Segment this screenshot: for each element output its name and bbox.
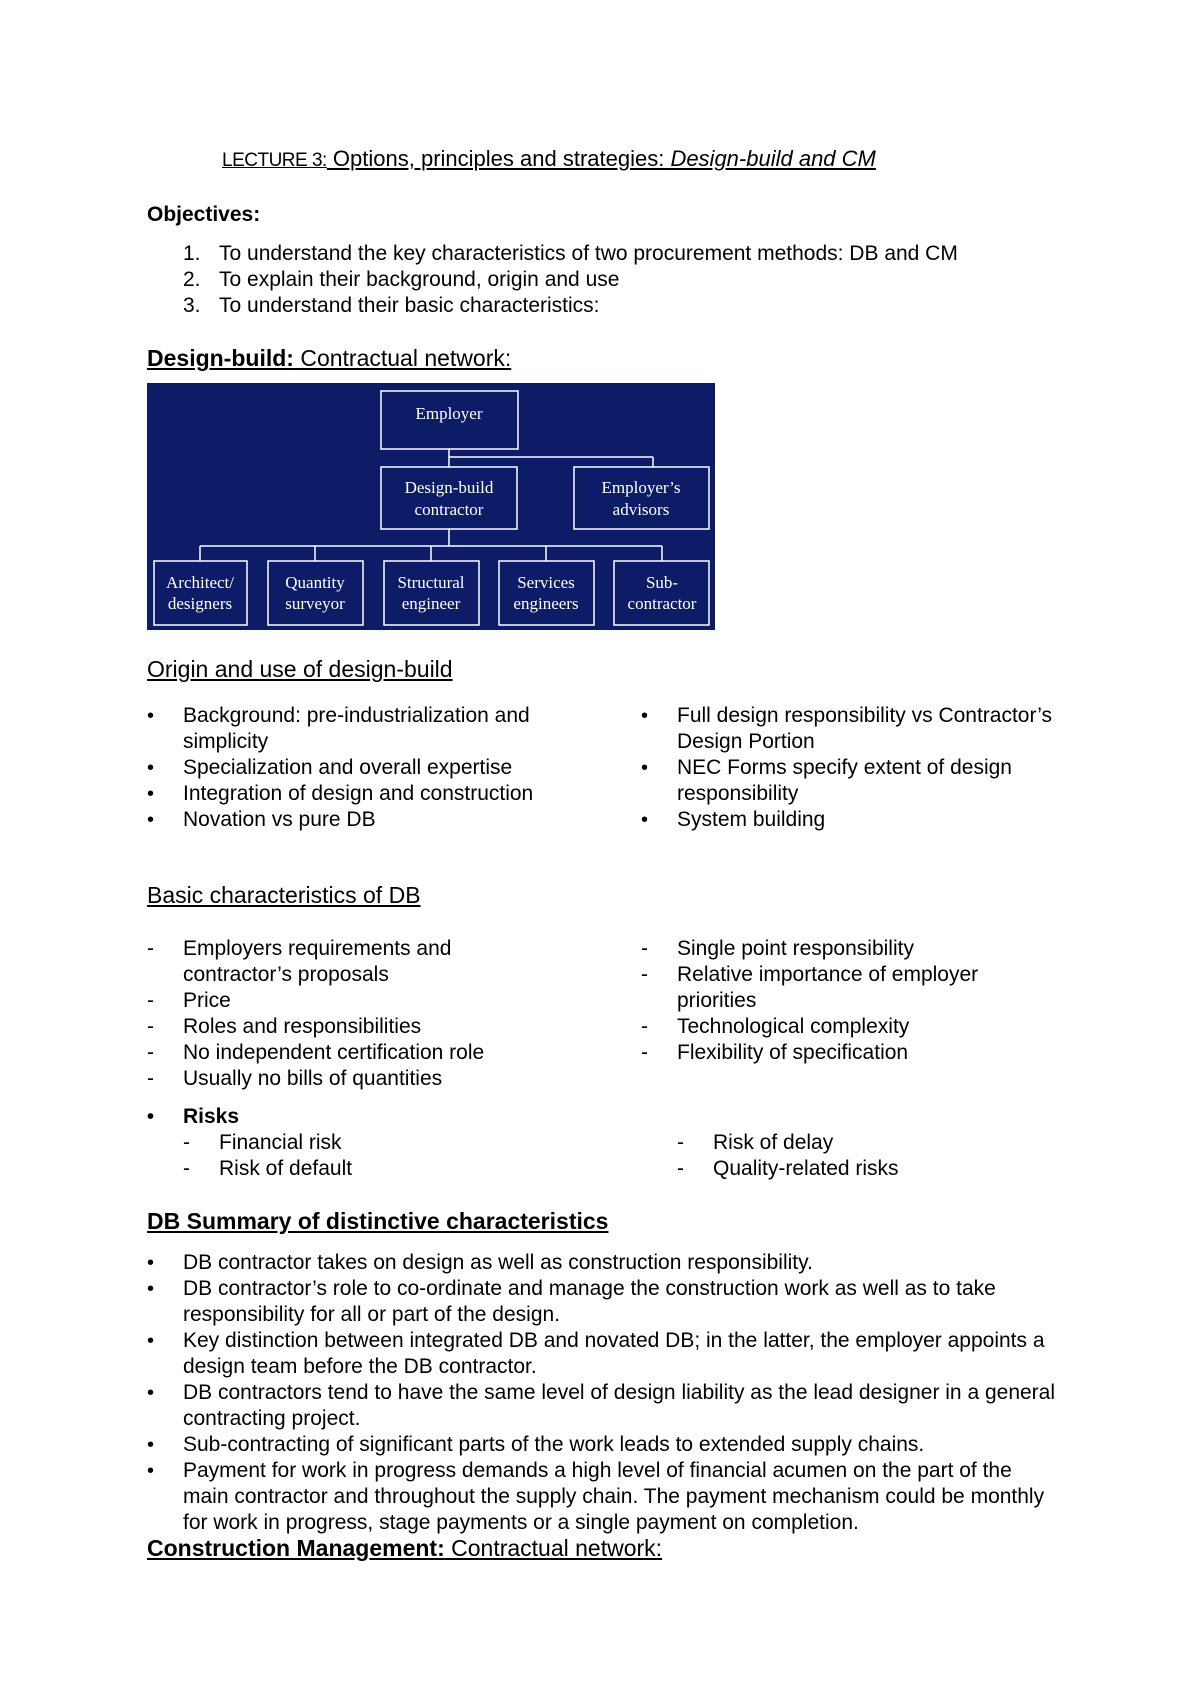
diagram-sub-label: Services xyxy=(517,573,575,592)
list-item: • Full design responsibility vs Contractor’s Design Portion xyxy=(641,704,1053,753)
list-item: • DB contractor takes on design as well as construction responsibility. xyxy=(147,1251,813,1274)
list-item: 1. To understand the key characteristics of two procurement methods: DB and CM xyxy=(183,242,958,265)
db-contractor-box xyxy=(381,467,517,529)
risks-heading: • Risks xyxy=(147,1105,240,1128)
list-item: • Integration of design and construction xyxy=(147,782,534,805)
list-item: - Technological complexity xyxy=(641,1015,910,1038)
sub-box-services xyxy=(499,561,594,625)
risks-list-left xyxy=(183,1130,563,1182)
list-item: - Price xyxy=(147,989,231,1012)
diagram-sub-label: engineer xyxy=(401,594,461,613)
diagram-sub-label: Structural xyxy=(397,573,465,592)
objectives-heading: Objectives: xyxy=(147,203,261,226)
sub-box-qs xyxy=(268,561,363,625)
sub-box-subcontractor xyxy=(614,561,709,625)
db-network-heading: Design-build: Contractual network: xyxy=(147,345,512,371)
diagram-advisors-label-1: Employer’s xyxy=(601,478,681,497)
list-item: • Background: pre-industrialization and simplicity xyxy=(147,704,530,753)
list-item: - Usually no bills of quantities xyxy=(147,1067,443,1090)
list-item: - Risk of delay xyxy=(677,1131,834,1154)
diagram-sub-label: Sub- xyxy=(645,573,679,592)
summary-list xyxy=(147,1250,1057,1536)
list-item: - No independent certification role xyxy=(147,1041,485,1064)
list-item: - Single point responsibility xyxy=(641,937,914,960)
diagram-db-contractor-label-2: contractor xyxy=(414,500,484,519)
list-item: - Employers requirements and contractor’s proposals xyxy=(147,937,452,986)
db-contractual-network-diagram xyxy=(147,383,715,630)
title-lecture: LECTURE 3: xyxy=(222,150,327,171)
list-item: - Flexibility of specification xyxy=(641,1041,909,1064)
origin-list-left xyxy=(147,703,577,833)
cm-network-heading: Construction Management: Contractual network: xyxy=(147,1535,663,1561)
page-title xyxy=(222,146,876,172)
basic-list-right xyxy=(641,936,1041,1066)
list-item: - Financial risk xyxy=(183,1131,342,1154)
diagram-employer-label: Employer xyxy=(415,404,483,423)
list-item: • Specialization and overall expertise xyxy=(147,756,513,779)
list-item: - Risk of default xyxy=(183,1157,353,1180)
list-item: • NEC Forms specify extent of design responsibility xyxy=(641,756,1012,805)
diagram-db-contractor-label-1: Design-build xyxy=(404,478,494,497)
title-italic: Design-build and CM xyxy=(670,146,876,171)
list-item: • Novation vs pure DB xyxy=(147,808,376,831)
risks-list-right xyxy=(677,1130,1057,1182)
list-item: 3. To understand their basic characteristics: xyxy=(183,294,600,317)
sub-box-architect xyxy=(154,561,247,625)
list-item: • DB contractors tend to have the same level of design liability as the lead designer in a general contracting project. xyxy=(147,1381,1056,1430)
diagram-sub-label: contractor xyxy=(627,594,697,613)
origin-heading: Origin and use of design-build xyxy=(147,656,453,682)
basic-heading: Basic characteristics of DB xyxy=(147,882,421,908)
list-item: - Relative importance of employer priorities xyxy=(641,963,979,1012)
title-main: Options, principles and strategies: xyxy=(326,146,671,171)
objectives-list xyxy=(147,241,958,319)
origin-list-right xyxy=(641,703,1071,833)
list-item: - Roles and responsibilities xyxy=(147,1015,422,1038)
advisors-box xyxy=(574,467,709,529)
list-item: • Key distinction between integrated DB and novated DB; in the latter, the employer appoints a design team before the DB contractor. xyxy=(147,1329,1045,1378)
list-item: • System building xyxy=(641,808,826,831)
diagram-sub-label: designers xyxy=(167,594,233,613)
list-item: • Payment for work in progress demands a high level of financial acumen on the part of the main contractor and throughout the supply chain. The payment mechanism could be monthly for work in progress, stage payments or a single payment on completion. xyxy=(147,1459,1045,1534)
list-item: • Sub-contracting of significant parts of the work leads to extended supply chains. xyxy=(147,1433,925,1456)
diagram-sub-label: Quantity xyxy=(285,573,345,592)
diagram-sub-label: surveyor xyxy=(285,594,345,613)
sub-box-structural xyxy=(384,561,479,625)
list-item: 2. To explain their background, origin and use xyxy=(183,268,620,291)
diagram-advisors-label-2: advisors xyxy=(612,500,670,519)
diagram-sub-label: engineers xyxy=(513,594,579,613)
list-item: • DB contractor’s role to co-ordinate and manage the construction work as well as to take responsibility for all or part of the design. xyxy=(147,1277,996,1326)
diagram-sub-label: Architect/ xyxy=(166,573,234,592)
list-item: - Quality-related risks xyxy=(677,1157,899,1180)
basic-list-left xyxy=(147,936,527,1092)
summary-heading: DB Summary of distinctive characteristics xyxy=(147,1208,609,1234)
